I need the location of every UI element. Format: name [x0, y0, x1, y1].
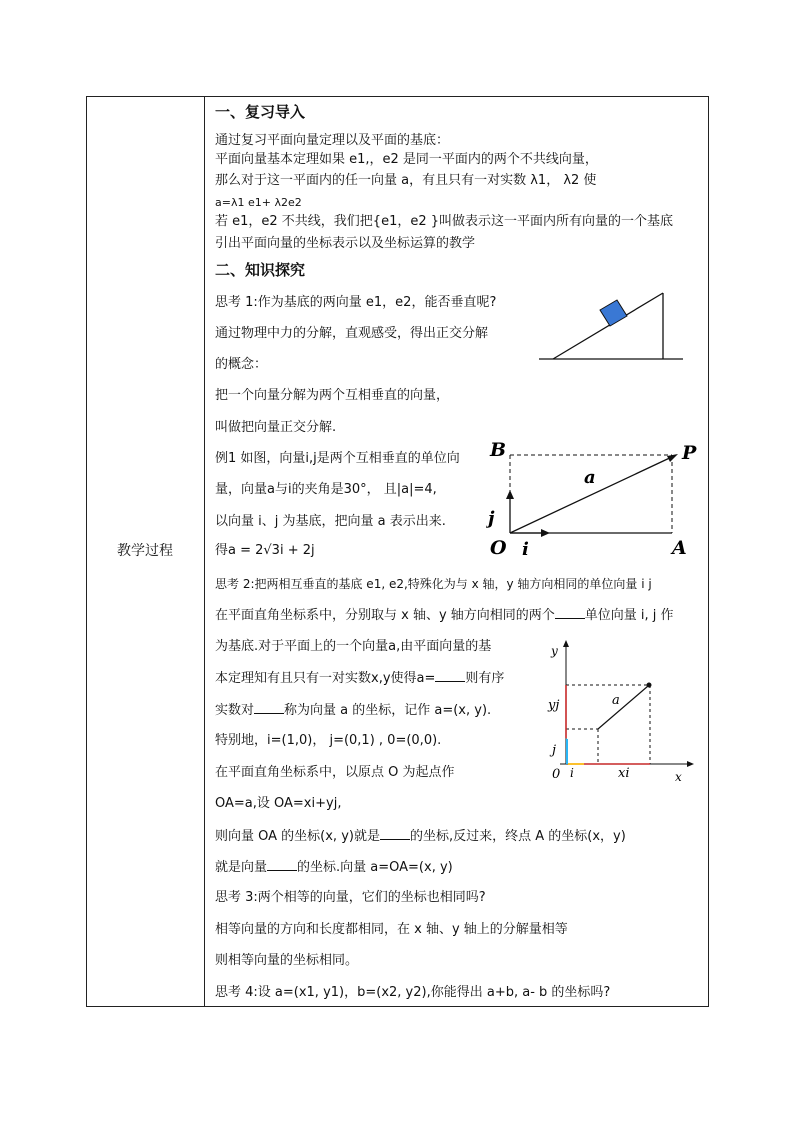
think1-text: 思考 1:作为基底的两向量 e1，e2，能否垂直呢? [215, 295, 497, 310]
section1-formula: a=λ1 e1+ λ2e2 [215, 196, 302, 209]
think2-line: 在平面直角坐标系中，分别取与 x 轴、y 轴方向相同的两个 单位向量 i, j 作 [215, 608, 674, 623]
label-y: y [551, 644, 558, 658]
vector-j-arrowhead [506, 490, 514, 499]
fill-blank [254, 702, 284, 714]
think3-text: 思考 3:两个相等的向量，它们的坐标也相同吗? [215, 890, 486, 905]
x-axis-arrow [687, 761, 694, 767]
vector-i-arrowhead [541, 529, 550, 537]
think3-line: 相等向量的方向和长度都相同，在 x 轴、y 轴上的分解量相等 [215, 922, 568, 937]
row-label: 教学过程 [117, 543, 173, 559]
vector-endpoint [647, 683, 652, 688]
section1-line: 通过复习平面向量定理以及平面的基底： [215, 133, 450, 148]
label-j: j [552, 743, 557, 758]
think2-text: 思考 2:把两相互垂直的基底 e1, e2,特殊化为与 x 轴，y 轴方向相同的单位向量 i j [215, 577, 652, 591]
label-yj: yj [548, 698, 560, 713]
section1-line: 平面向量基本定理如果 e1,，e2 是同一平面内的两个不共线向量， [215, 152, 598, 167]
think4-text: 思考 4:设 a=(x1, y1)，b=(x2, y2),你能得出 a+b, a- b 的坐标吗? [215, 985, 611, 1000]
think2-line: 特别地，i=(1,0)， j=(0,1) , 0=(0,0). [215, 733, 442, 748]
label-B: B [490, 439, 507, 461]
vector-decomposition-figure [486, 438, 706, 563]
label-origin: 0 [552, 767, 561, 782]
vector-a-arrowhead [667, 454, 678, 462]
think2-line: 在平面直角坐标系中，以原点 O 为起点作 [215, 765, 455, 780]
label-x: x [675, 770, 682, 783]
think2-line: 为基底.对于平面上的一个向量a,由平面向量的基 [215, 639, 492, 654]
definition-line: 把一个向量分解为两个互相垂直的向量， [215, 388, 450, 403]
column-divider [204, 96, 205, 1007]
section1-line: 那么对于这一平面内的任一向量 a，有且只有一对实数 λ1， λ2 使 [215, 173, 597, 188]
label-i: i [570, 766, 574, 780]
label-a: a [584, 467, 596, 488]
fill-blank [380, 828, 410, 840]
label-A: A [672, 537, 687, 559]
label-a: a [612, 693, 620, 708]
example-line: 以向量 i、j 为基底，把向量 a 表示出来. [215, 514, 446, 529]
label-j: j [488, 508, 495, 529]
section1-heading: 一、复习导入 [215, 103, 306, 121]
think2-line: 则向量 OA 的坐标(x, y)就是 的坐标,反过来，终点 A 的坐标(x，y) [215, 829, 626, 844]
label-P: P [682, 442, 697, 464]
section1-line: 若 e1，e2 不共线，我们把{e1，e2 }叫做表示这一平面内所有向量的一个基底 [215, 214, 674, 229]
think2-line: 就是向量 的坐标.向量 a=OA=(x, y) [215, 860, 453, 875]
example-line: 量，向量a与i的夹角是30°， 且|a|=4, [215, 482, 437, 497]
think2-line: 本定理知有且只有一对实数x,y使得a= 则有序 [215, 671, 505, 686]
section2-heading: 二、知识探究 [215, 261, 306, 279]
label-O: O [490, 537, 507, 559]
think2-line: 实数对 称为向量 a 的坐标，记作 a=(x, y). [215, 703, 492, 718]
definition-line: 叫做把向量正交分解. [215, 420, 337, 435]
incline-figure [535, 283, 685, 363]
label-xi: xi [618, 766, 630, 781]
fill-blank [555, 607, 585, 619]
label-i: i [522, 539, 529, 560]
block-shape [600, 300, 627, 326]
section1-line: 引出平面向量的坐标表示以及坐标运算的教学 [215, 236, 476, 251]
example-line: 例1 如图，向量i,j是两个互相垂直的单位向 [215, 451, 460, 466]
slope-line [553, 293, 663, 359]
think2-line: OA=a,设 OA=xi+yj, [215, 796, 342, 811]
think3-line: 则相等向量的坐标相同。 [215, 953, 359, 968]
y-axis-arrow [563, 640, 569, 647]
fill-blank [267, 859, 297, 871]
example-answer: 得a = 2√3i + 2j [215, 543, 315, 558]
physics-line: 的概念： [215, 357, 268, 372]
coordinate-figure [540, 638, 700, 783]
fill-blank [435, 670, 465, 682]
vector-a-line [598, 686, 648, 729]
physics-line: 通过物理中力的分解，直观感受，得出正交分解 [215, 326, 489, 341]
